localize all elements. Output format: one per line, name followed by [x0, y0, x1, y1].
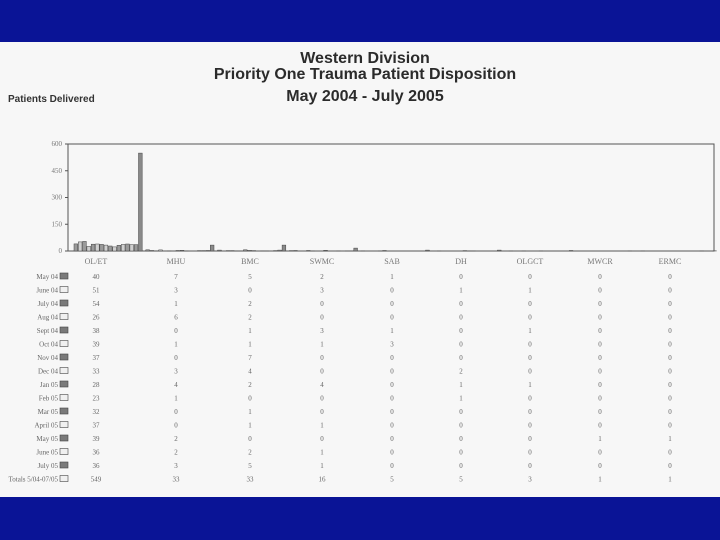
table-cell: 0 [459, 300, 463, 308]
table-cell: 0 [668, 421, 672, 430]
table-cell: 1 [174, 394, 178, 403]
legend-swatch [60, 354, 68, 360]
table-cell: 0 [174, 408, 178, 416]
bar [243, 250, 247, 251]
bar [159, 250, 163, 251]
table-cell: 4 [320, 381, 324, 389]
table-cell: 0 [528, 313, 532, 322]
table-cell: 1 [598, 435, 602, 443]
legend-swatch [60, 300, 68, 306]
table-cell: 0 [174, 421, 178, 430]
bar [278, 250, 282, 251]
table-cell: 0 [528, 448, 532, 457]
table-cell: 2 [174, 448, 178, 457]
table-cell: 51 [92, 286, 100, 295]
table-row-label: July 05 [37, 462, 58, 470]
bar [83, 241, 87, 251]
bar [130, 245, 134, 251]
category-label: ERMC [658, 257, 682, 266]
table-row-label: July 04 [37, 300, 58, 308]
table-cell: 32 [92, 408, 100, 416]
legend-swatch [60, 381, 68, 387]
table-cell: 0 [248, 394, 252, 403]
table-cell: 0 [668, 340, 672, 349]
table-row-label: Totals 5/04-07/05 [8, 475, 58, 484]
bar [282, 245, 286, 251]
table-cell: 0 [320, 408, 324, 416]
table-cell: 0 [598, 367, 602, 376]
table-cell: 4 [248, 367, 252, 376]
table-cell: 0 [668, 394, 672, 403]
table-cell: 0 [390, 367, 394, 376]
chart-subtitle: Priority One Trauma Patient Disposition [213, 66, 517, 83]
table-cell: 0 [668, 313, 672, 322]
bar [176, 251, 180, 252]
bar [294, 251, 298, 252]
bar [248, 250, 252, 251]
table-cell: 0 [174, 327, 178, 335]
table-cell: 0 [459, 408, 463, 416]
table-cell: 1 [390, 273, 394, 281]
table-cell: 0 [390, 421, 394, 430]
bar [87, 246, 91, 251]
table-cell: 3 [174, 367, 178, 376]
table-cell: 1 [248, 327, 252, 335]
table-cell: 0 [459, 435, 463, 443]
table-cell: 0 [390, 286, 394, 295]
table-cell: 7 [174, 273, 178, 281]
table-cell: 0 [390, 435, 394, 443]
bar [206, 251, 210, 252]
table-cell: 0 [598, 340, 602, 349]
table-cell: 0 [528, 300, 532, 308]
table-cell: 0 [390, 354, 394, 362]
table-cell: 0 [598, 381, 602, 389]
table-cell: 0 [248, 286, 252, 295]
table-cell: 0 [598, 300, 602, 308]
table-cell: 0 [598, 462, 602, 470]
y-tick-label: 450 [51, 166, 62, 175]
table-cell: 0 [598, 273, 602, 281]
table-cell: 1 [459, 286, 463, 295]
table-row-label: Sept 04 [36, 327, 58, 335]
table-row-label: Dec 04 [37, 367, 58, 376]
category-label: BMC [241, 257, 259, 266]
legend-swatch [60, 408, 68, 414]
table-row-label: Nov 04 [37, 354, 58, 362]
y-tick-label: 150 [51, 220, 62, 229]
table-cell: 4 [174, 381, 178, 389]
table-cell: 5 [390, 475, 394, 484]
table-cell: 1 [248, 421, 252, 430]
table-cell: 0 [668, 408, 672, 416]
table-cell: 5 [248, 462, 252, 470]
table-cell: 0 [459, 327, 463, 335]
y-tick-label: 0 [58, 247, 62, 255]
table-cell: 0 [390, 408, 394, 416]
table-cell: 0 [668, 286, 672, 295]
legend-swatch [60, 314, 68, 320]
table-cell: 2 [174, 435, 178, 443]
table-cell: 1 [668, 475, 672, 484]
table-cell: 0 [528, 462, 532, 470]
category-label: OLGCT [516, 257, 544, 266]
table-cell: 0 [459, 462, 463, 470]
bar [218, 250, 222, 251]
table-row-label: May 04 [36, 273, 58, 281]
table-cell: 33 [92, 367, 100, 376]
table-cell: 0 [390, 448, 394, 457]
table-cell: 0 [528, 354, 532, 362]
bar [354, 248, 358, 251]
table-cell: 1 [174, 340, 178, 349]
bar [426, 250, 430, 251]
table-cell: 0 [528, 435, 532, 443]
table-cell: 0 [248, 435, 252, 443]
table-cell: 0 [598, 421, 602, 430]
table-cell: 1 [459, 381, 463, 389]
bar [121, 244, 125, 251]
table-cell: 7 [248, 354, 252, 362]
table-cell: 3 [528, 475, 532, 484]
table-cell: 1 [459, 394, 463, 403]
bar [497, 250, 501, 251]
table-cell: 0 [459, 448, 463, 457]
table-cell: 33 [246, 475, 254, 484]
table-cell: 16 [318, 475, 326, 484]
legend-swatch [60, 327, 68, 333]
table-row-label: Aug 04 [37, 313, 58, 322]
bar [104, 245, 108, 251]
table-cell: 0 [598, 354, 602, 362]
table-cell: 5 [459, 475, 463, 484]
bar [91, 244, 95, 251]
table-cell: 0 [668, 327, 672, 335]
table-cell: 0 [390, 394, 394, 403]
table-cell: 0 [668, 354, 672, 362]
table-cell: 2 [320, 273, 324, 281]
legend-swatch [60, 476, 68, 482]
table-cell: 3 [174, 462, 178, 470]
table-cell: 0 [459, 354, 463, 362]
table-cell: 28 [92, 381, 100, 389]
table-cell: 0 [174, 354, 178, 362]
legend-swatch [60, 395, 68, 401]
table-cell: 0 [528, 421, 532, 430]
legend-swatch [60, 462, 68, 468]
table-cell: 2 [248, 381, 252, 389]
table-cell: 33 [172, 475, 180, 484]
bar [134, 245, 138, 251]
bar [569, 251, 573, 252]
table-cell: 3 [174, 286, 178, 295]
table-cell: 1 [528, 286, 532, 295]
y-tick-label: 600 [51, 140, 62, 148]
bar [383, 251, 387, 252]
bar [117, 245, 121, 251]
bar [150, 251, 154, 252]
table-row-label: Feb 05 [38, 394, 58, 403]
table-cell: 23 [92, 394, 100, 403]
table-cell: 1 [320, 421, 324, 430]
table-cell: 0 [668, 381, 672, 389]
table-cell: 0 [668, 462, 672, 470]
table-cell: 37 [92, 354, 100, 362]
table-cell: 0 [598, 313, 602, 322]
table-cell: 0 [459, 421, 463, 430]
table-cell: 0 [459, 273, 463, 281]
table-cell: 0 [459, 340, 463, 349]
table-cell: 0 [528, 367, 532, 376]
table-cell: 0 [320, 354, 324, 362]
table-cell: 0 [668, 448, 672, 457]
table-cell: 1 [174, 300, 178, 308]
legend-swatch [60, 435, 68, 441]
bar [108, 246, 112, 251]
table-cell: 36 [92, 462, 100, 470]
table-cell: 1 [320, 448, 324, 457]
table-cell: 36 [92, 448, 100, 457]
table-cell: 5 [248, 273, 252, 281]
table-cell: 26 [92, 313, 100, 322]
bar [210, 245, 214, 251]
table-cell: 3 [320, 286, 324, 295]
category-label: SAB [384, 257, 400, 266]
table-cell: 1 [528, 381, 532, 389]
table-cell: 2 [248, 313, 252, 322]
bar [139, 153, 143, 251]
bar-chart [0, 42, 720, 497]
table-cell: 3 [320, 327, 324, 335]
table-cell: 38 [92, 327, 100, 335]
table-cell: 2 [248, 448, 252, 457]
y-tick-label: 300 [51, 193, 62, 202]
table-cell: 0 [320, 367, 324, 376]
table-cell: 2 [248, 300, 252, 308]
table-cell: 1 [528, 327, 532, 335]
table-cell: 0 [598, 408, 602, 416]
table-row-label: Mar 05 [37, 408, 58, 416]
table-cell: 0 [390, 381, 394, 389]
table-cell: 0 [598, 448, 602, 457]
bar [180, 250, 184, 251]
chart-date-range: May 2004 - July 2005 [286, 88, 444, 105]
table-row-label: April 05 [34, 421, 58, 430]
table-cell: 1 [598, 475, 602, 484]
table-row-label: Oct 04 [39, 340, 58, 349]
table-cell: 0 [598, 327, 602, 335]
table-cell: 6 [174, 313, 178, 322]
table-cell: 1 [320, 340, 324, 349]
legend-swatch [60, 422, 68, 428]
legend-swatch [60, 273, 68, 279]
legend-swatch [60, 341, 68, 347]
table-cell: 0 [598, 394, 602, 403]
table-cell: 1 [390, 327, 394, 335]
table-cell: 0 [390, 462, 394, 470]
table-cell: 0 [528, 340, 532, 349]
table-cell: 0 [390, 313, 394, 322]
legend-swatch [60, 368, 68, 374]
table-cell: 549 [90, 475, 102, 484]
table-cell: 1 [248, 408, 252, 416]
bar [146, 250, 150, 251]
table-cell: 0 [528, 394, 532, 403]
category-label: MHU [166, 257, 186, 266]
category-label: DH [455, 257, 467, 266]
table-cell: 0 [459, 313, 463, 322]
table-cell: 0 [528, 408, 532, 416]
table-cell: 0 [320, 300, 324, 308]
table-cell: 37 [92, 421, 100, 430]
table-cell: 39 [92, 435, 100, 443]
bar [113, 247, 117, 251]
table-row-label: May 05 [36, 435, 58, 443]
bar [96, 244, 100, 251]
table-cell: 0 [668, 273, 672, 281]
slide [0, 42, 720, 497]
table-cell: 0 [320, 313, 324, 322]
table-row-label: Jan 05 [39, 381, 58, 389]
y-axis-label: Patients Delivered [8, 94, 95, 105]
table-cell: 0 [390, 300, 394, 308]
table-cell: 39 [92, 340, 100, 349]
bar [74, 244, 78, 251]
table-cell: 0 [598, 286, 602, 295]
table-cell: 3 [390, 340, 394, 349]
legend-swatch [60, 287, 68, 293]
chart-title: Western Division [300, 50, 430, 67]
bar [307, 251, 311, 252]
table-cell: 0 [668, 367, 672, 376]
table-cell: 0 [528, 273, 532, 281]
table-cell: 0 [320, 394, 324, 403]
table-cell: 2 [459, 367, 463, 376]
table-row-label: June 04 [36, 286, 58, 295]
table-cell: 0 [320, 435, 324, 443]
bar [78, 242, 82, 251]
category-label: MWCR [587, 257, 613, 266]
category-label: OL/ET [84, 257, 108, 266]
category-label: SWMC [309, 257, 335, 266]
table-cell: 1 [248, 340, 252, 349]
table-cell: 1 [668, 435, 672, 443]
bar [126, 244, 130, 251]
bar [100, 244, 104, 251]
table-cell: 40 [92, 273, 100, 281]
bar [324, 250, 328, 251]
table-cell: 1 [320, 462, 324, 470]
table-cell: 0 [668, 300, 672, 308]
plot-area [68, 144, 714, 251]
table-row-label: June 05 [36, 448, 58, 457]
legend-swatch [60, 449, 68, 455]
table-cell: 54 [92, 300, 100, 308]
